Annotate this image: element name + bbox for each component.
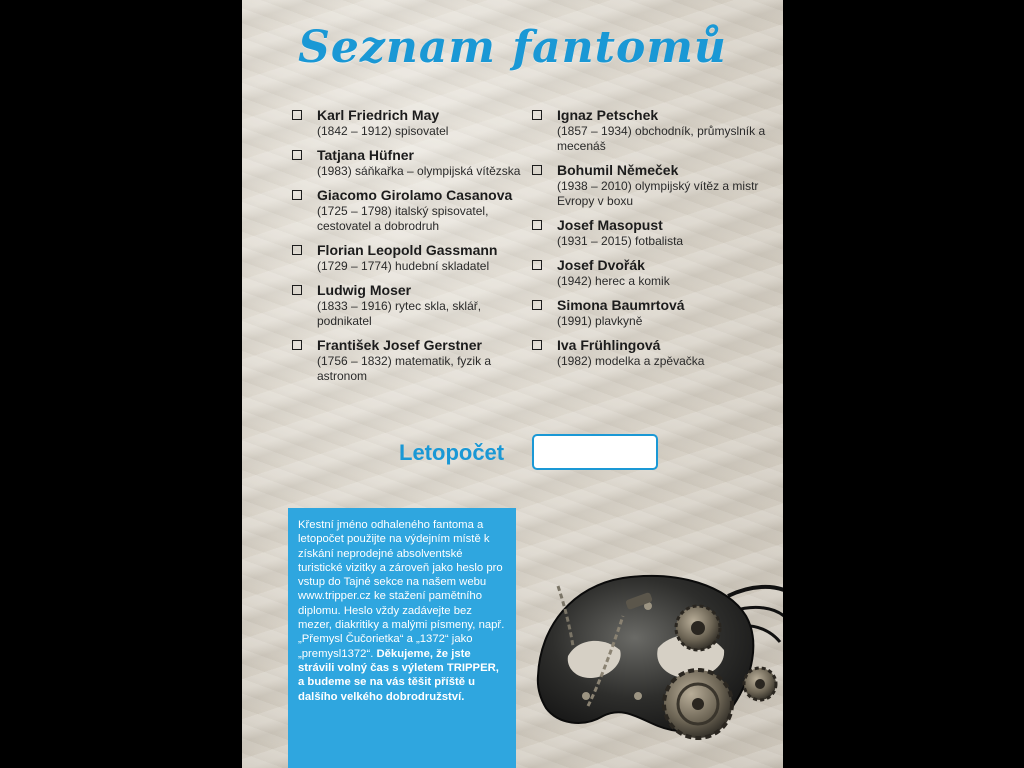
phantom-desc: (1938 – 2010) olympijský vítěz a mistr Evropy v boxu xyxy=(557,179,759,208)
phantom-desc: (1756 – 1832) matematik, fyzik a astronom xyxy=(317,354,492,383)
phantom-name: Ludwig Moser xyxy=(317,282,412,298)
year-input[interactable] xyxy=(532,434,658,470)
year-label: Letopočet xyxy=(399,440,505,465)
brochure-page xyxy=(242,0,783,768)
phantom-name: Josef Masopust xyxy=(557,217,663,233)
phantom-item xyxy=(290,281,530,329)
phantom-desc: (1729 – 1774) hudební skladatel xyxy=(317,259,490,273)
phantom-item xyxy=(530,106,770,154)
phantom-name: Karl Friedrich May xyxy=(317,107,440,123)
phantom-name: Bohumil Němeček xyxy=(557,162,679,178)
info-thanks: Děkujeme, že jste strávili volný čas s výletem TRIPPER, a budeme se na vás těšit příště u dalšího velkého dobrodružství. xyxy=(298,647,499,703)
phantom-desc: (1725 – 1798) italský spisovatel, cestovatel a dobrodruh xyxy=(317,204,489,233)
phantom-item xyxy=(290,336,530,384)
phantom-desc: (1833 – 1916) rytec skla, sklář, podnikatel xyxy=(317,299,482,328)
phantom-name: Simona Baumrtová xyxy=(557,297,685,313)
info-box xyxy=(288,508,516,768)
phantom-item xyxy=(290,146,530,179)
phantom-item xyxy=(530,161,770,209)
phantom-name: Ignaz Petschek xyxy=(557,107,659,123)
checkbox-icon[interactable] xyxy=(292,150,302,160)
phantom-item xyxy=(530,336,770,369)
checkbox-icon[interactable] xyxy=(292,285,302,295)
phantom-name: Tatjana Hüfner xyxy=(317,147,414,163)
checkbox-icon[interactable] xyxy=(292,245,302,255)
phantom-item xyxy=(530,216,770,249)
phantom-name: Giacomo Girolamo Casanova xyxy=(317,187,513,203)
checkbox-icon[interactable] xyxy=(292,190,302,200)
phantom-desc: (1942) herec a komik xyxy=(557,274,670,288)
steampunk-mask-icon xyxy=(528,556,783,756)
phantom-desc: (1991) plavkyně xyxy=(557,314,643,328)
checkbox-icon[interactable] xyxy=(532,260,542,270)
checkbox-icon[interactable] xyxy=(532,110,542,120)
phantom-name: Florian Leopold Gassmann xyxy=(317,242,498,258)
phantom-desc: (1983) sáňkařka – olympijská vítězska xyxy=(317,164,521,178)
phantom-name: František Josef Gerstner xyxy=(317,337,482,353)
checkbox-icon[interactable] xyxy=(292,340,302,350)
phantom-item xyxy=(530,256,770,289)
phantom-item xyxy=(530,296,770,329)
checkbox-icon[interactable] xyxy=(532,340,542,350)
phantom-item xyxy=(290,106,530,139)
info-text: Křestní jméno odhaleného fantoma a letopočet použijte na výdejním místě k získání neprodejné absolventské turistické vizitky a zároveň jako heslo pro vstup do Tajné sekce na našem webu www.tripper.cz ke stažení pamětního diplomu. Heslo vždy zadávejte bez mezer, diakritiky a malými písmeny, např. „Přemysl Čučorietka“ a „1372“ jako „premysl1372“. xyxy=(298,519,505,660)
phantom-name: Iva Frühlingová xyxy=(557,337,661,353)
phantom-desc: (1857 – 1934) obchodník, průmyslník a mecenáš xyxy=(557,124,766,153)
checkbox-icon[interactable] xyxy=(532,300,542,310)
phantom-name: Josef Dvořák xyxy=(557,257,645,273)
phantom-list-left xyxy=(290,106,530,391)
checkbox-icon[interactable] xyxy=(532,165,542,175)
phantom-item xyxy=(290,186,530,234)
phantom-item xyxy=(290,241,530,274)
phantom-desc: (1931 – 2015) fotbalista xyxy=(557,234,684,248)
checkbox-icon[interactable] xyxy=(292,110,302,120)
phantom-desc: (1982) modelka a zpěvačka xyxy=(557,354,705,368)
phantom-desc: (1842 – 1912) spisovatel xyxy=(317,124,449,138)
checkbox-icon[interactable] xyxy=(532,220,542,230)
phantom-list-right xyxy=(530,106,770,376)
page-title: Seznam fantomů xyxy=(298,22,727,73)
